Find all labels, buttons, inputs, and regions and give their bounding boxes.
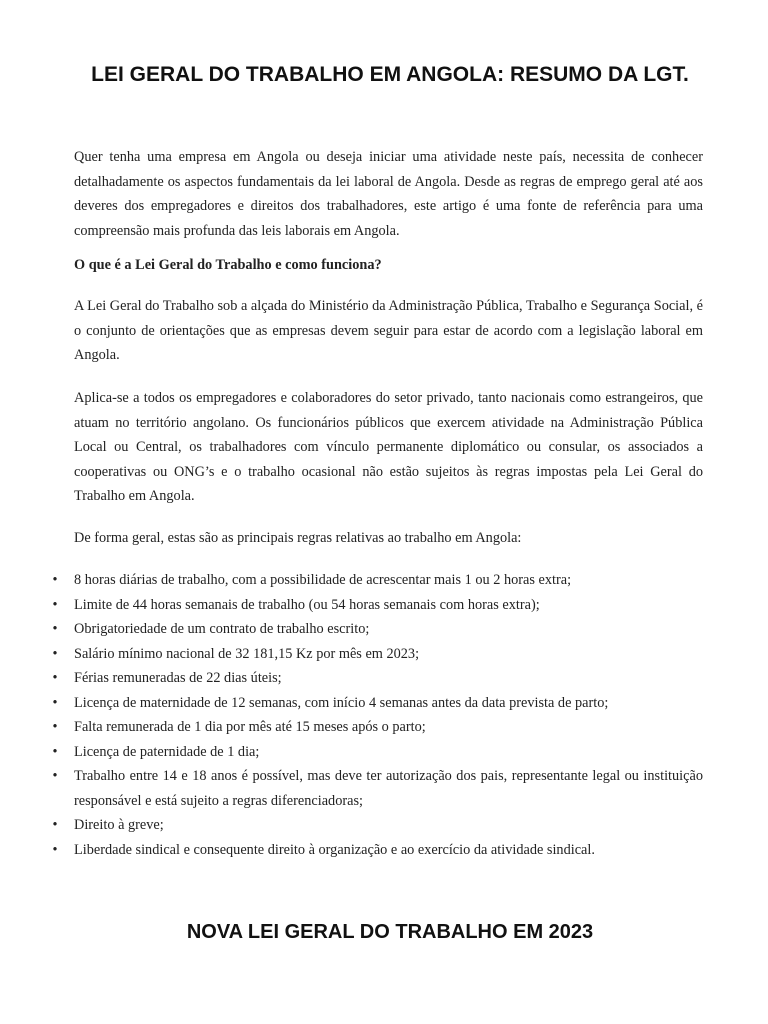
bullet-icon: •	[52, 768, 58, 784]
list-item-text: Licença de maternidade de 12 semanas, com início 4 semanas antes da data prevista de parto;	[74, 694, 609, 711]
section-title: NOVA LEI GERAL DO TRABALHO EM 2023	[186, 921, 594, 943]
list-item	[52, 568, 703, 593]
section-question-heading: O que é a Lei Geral do Trabalho e como funciona?	[74, 257, 382, 273]
list-item-text: Direito à greve;	[74, 817, 164, 833]
list-item	[52, 715, 703, 740]
bullet-icon: •	[52, 670, 58, 686]
list-item-text: Liberdade sindical e consequente direito à organização e ao exercício da atividade sindical.	[74, 841, 595, 858]
list-item	[52, 642, 703, 667]
list-item	[52, 740, 703, 765]
bullet-icon: •	[52, 743, 58, 760]
list-item	[52, 617, 703, 642]
rules-list	[52, 568, 703, 862]
list-item-text: Falta remunerada de 1 dia por mês até 15 meses após o parto;	[74, 719, 426, 735]
list-item-text: Férias remuneradas de 22 dias úteis;	[74, 670, 282, 686]
bullet-icon: •	[52, 621, 58, 637]
scope-paragraph: Aplica-se a todos os empregadores e colaboradores do setor privado, tanto nacionais como estrangeiros, que atuam no território angolano. Os funcionários públicos que exercem atividade na Administração Pública Local ou Central, os trabalhadores com vínculo permanente diplomático ou consular, os associados a cooperativas ou ONG’s e o trabalho ocasional não estão sujeitos às regras impostas pela Lei Geral do Trabalho em Angola.	[74, 390, 703, 504]
list-item-text: Salário mínimo nacional de 32 181,15 Kz por mês em 2023;	[74, 645, 420, 662]
bullet-icon: •	[52, 841, 58, 858]
bullet-icon: •	[52, 645, 58, 662]
bullet-icon: •	[52, 694, 58, 711]
list-item	[52, 838, 703, 863]
rules-intro-paragraph: De forma geral, estas são as principais regras relativas ao trabalho em Angola:	[74, 530, 522, 546]
bullet-icon: •	[52, 817, 58, 833]
list-item-text: Limite de 44 horas semanais de trabalho (ou 54 horas semanais com horas extra);	[74, 596, 540, 613]
list-item-text: 8 horas diárias de trabalho, com a possibilidade de acrescentar mais 1 ou 2 horas extra;	[74, 572, 572, 588]
list-item	[52, 593, 703, 618]
bullet-icon: •	[52, 572, 58, 588]
bullet-icon: •	[52, 596, 58, 613]
intro-paragraph: Quer tenha uma empresa em Angola ou deseja iniciar uma atividade neste país, necessita de conhecer detalhadamente os aspectos fundamentais da lei laboral de Angola. Desde as regras de emprego geral até aos deveres dos empregadores e direitos dos trabalhadores, este artigo é uma fonte de referência para uma compreensão mais profunda das leis laborais em Angola.	[74, 149, 703, 239]
list-item	[52, 764, 703, 813]
list-item	[52, 666, 703, 691]
list-item	[52, 813, 703, 838]
bullet-icon: •	[52, 719, 58, 735]
page-title: LEI GERAL DO TRABALHO EM ANGOLA: RESUMO DA LGT.	[91, 63, 689, 86]
definition-paragraph: A Lei Geral do Trabalho sob a alçada do Ministério da Administração Pública, Trabalho e Segurança Social, é o conjunto de orientações que as empresas devem seguir para estar de acordo com a legislação laboral em Angola.	[74, 298, 703, 363]
list-item	[52, 691, 703, 716]
list-item-text: Obrigatoriedade de um contrato de trabalho escrito;	[74, 621, 370, 637]
list-item-text: Licença de paternidade de 1 dia;	[74, 743, 260, 760]
list-item-text: Trabalho entre 14 e 18 anos é possível, mas deve ter autorização dos pais, representante legal ou instituição responsável e está sujeito a regras diferenciadoras;	[74, 768, 703, 809]
